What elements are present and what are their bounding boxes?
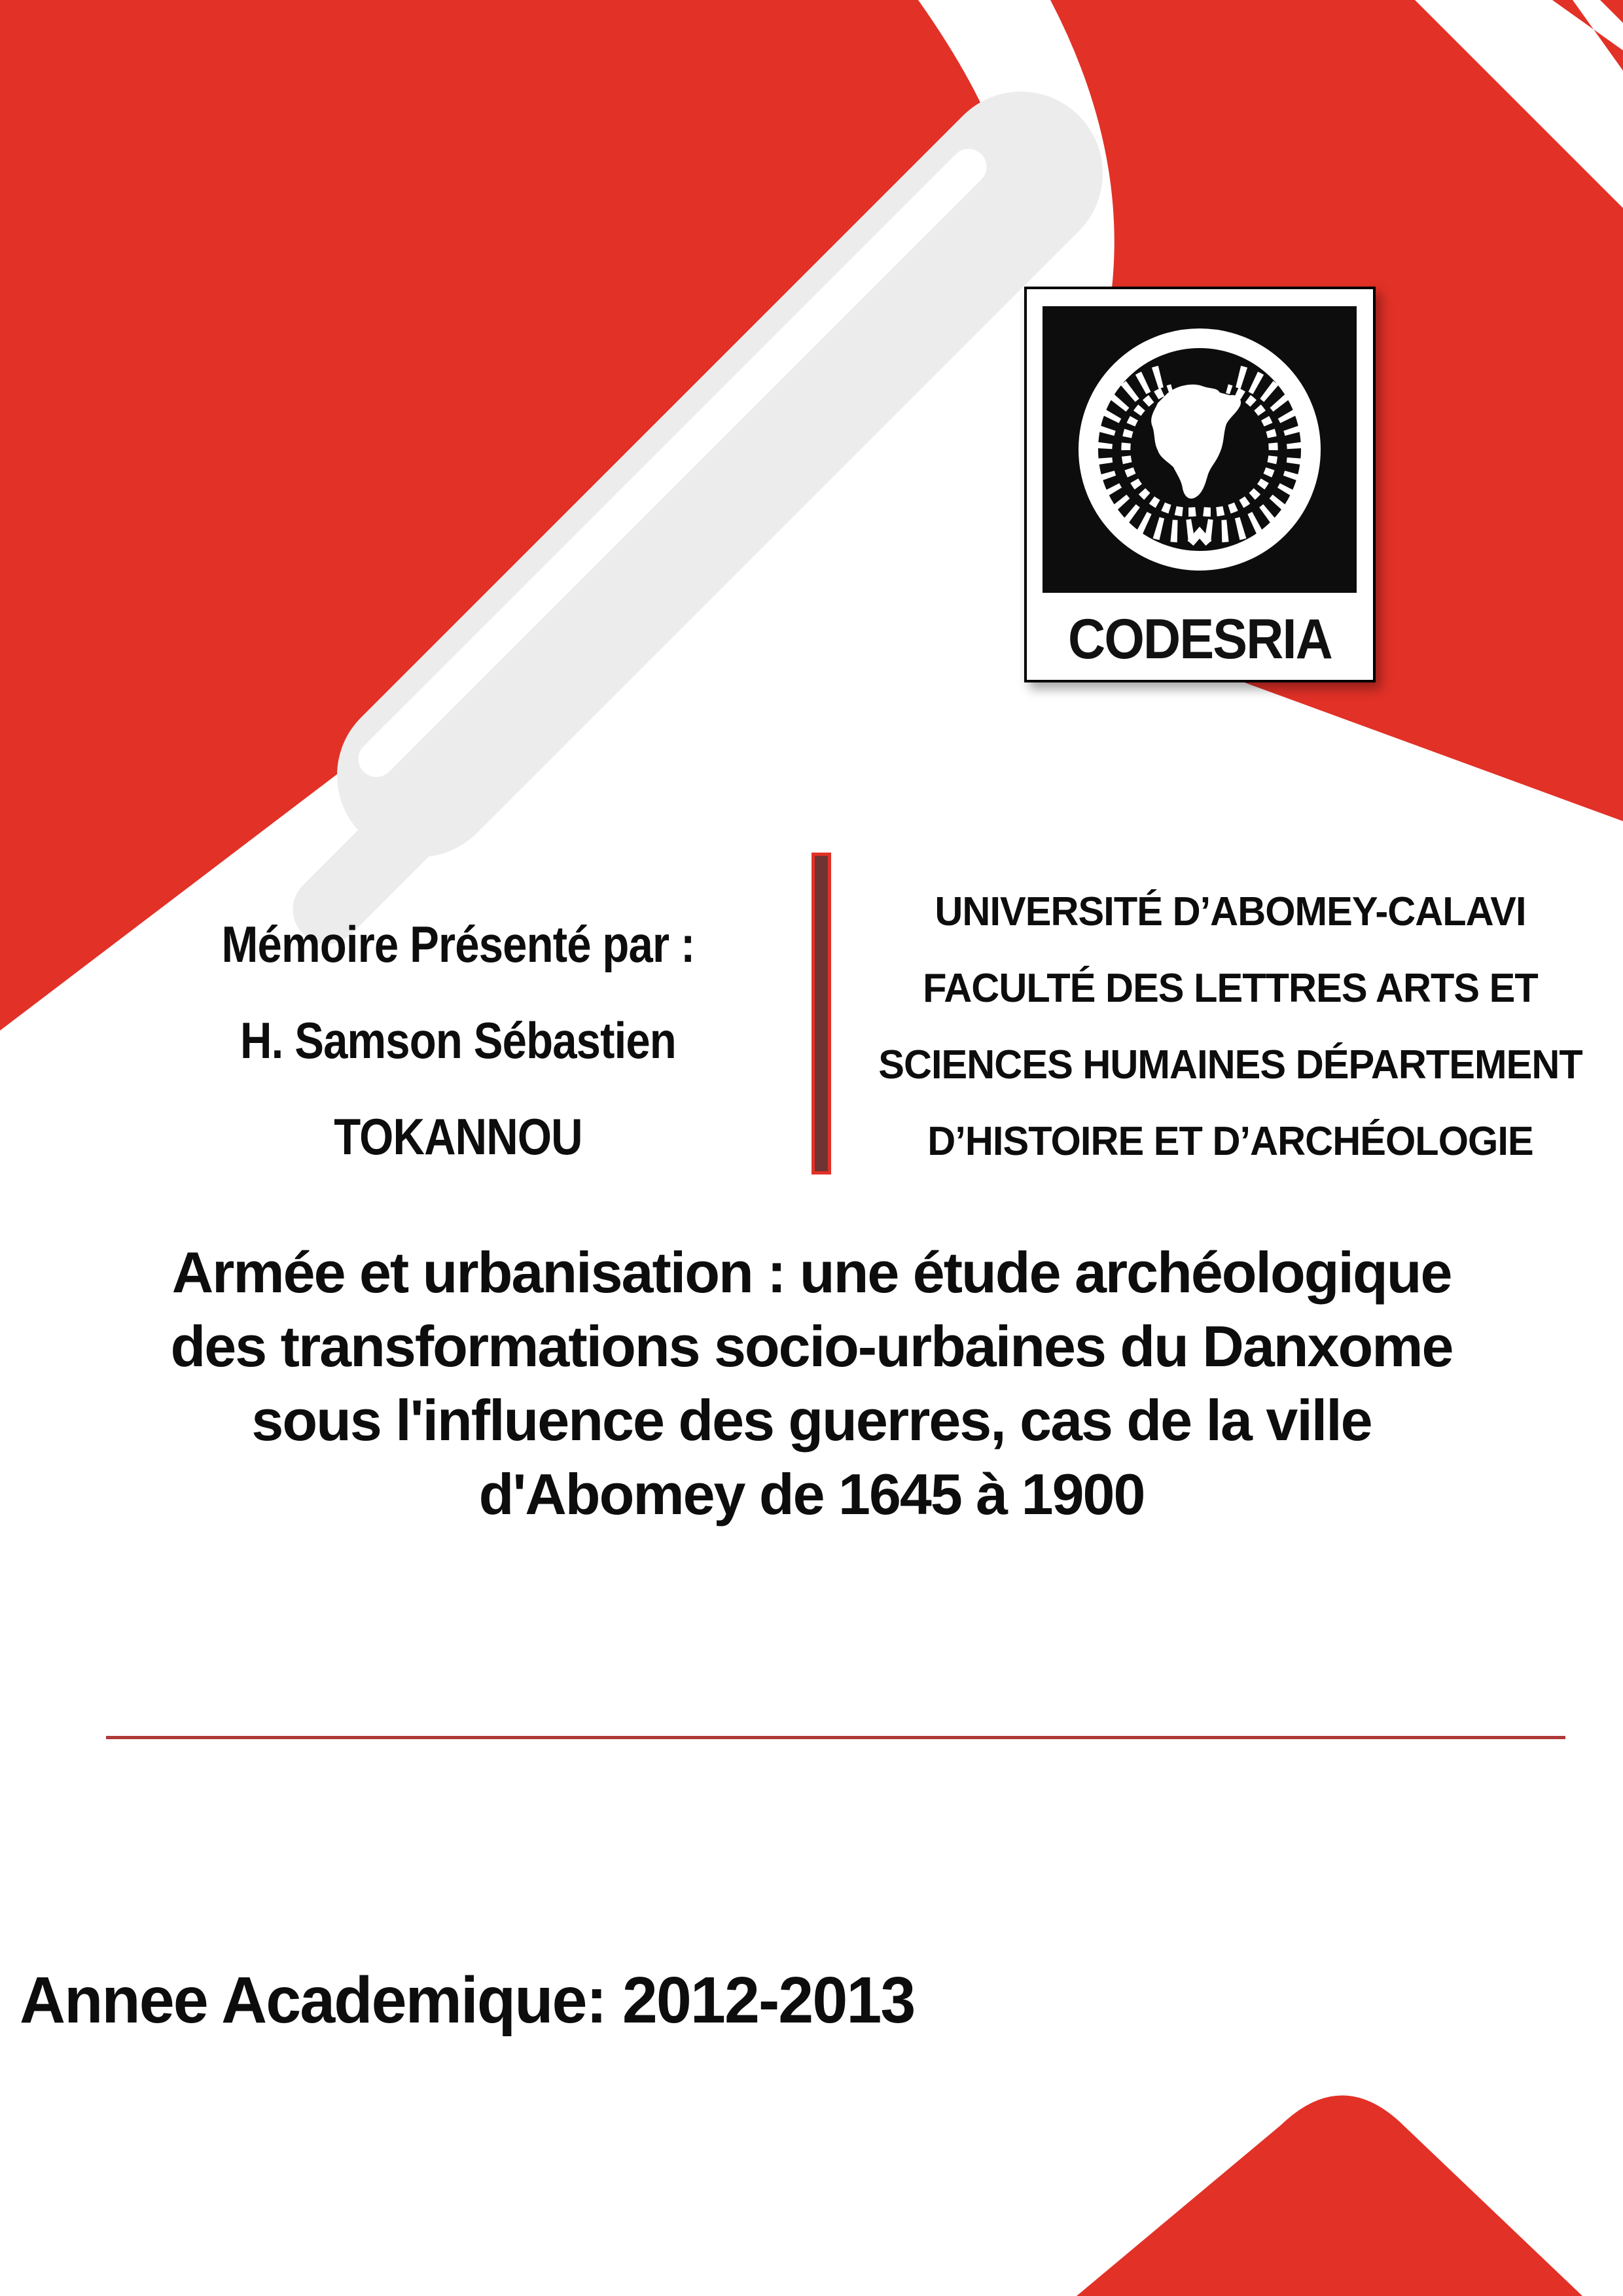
bottom-red-mountain: [1077, 2095, 1582, 2296]
codesria-logo-label: CODESRIA: [1068, 608, 1332, 671]
top-left-red-shape: [0, 0, 1015, 1031]
codesria-logo: [1024, 287, 1376, 682]
top-right-corner-red: [1600, 0, 1623, 23]
institution-line: SCIENCES HUMAINES DÉPARTEMENT: [878, 1042, 1582, 1087]
presenter-caption: Mémoire Présenté par :: [221, 915, 695, 973]
thesis-title-line: d'Abomey de 1645 à 1900: [478, 1462, 1145, 1527]
africa-laurel-wreath-icon: [1027, 289, 1373, 597]
institution-block: [851, 889, 1610, 1195]
vertical-divider: [812, 853, 831, 1174]
institution-line: FACULTÉ DES LETTRES ARTS ET: [923, 966, 1538, 1011]
presenter-block: [111, 915, 805, 1203]
presenter-surname: TOKANNOU: [334, 1108, 582, 1165]
thesis-title-line: sous l'influence des guerres, cas de la ville: [251, 1388, 1372, 1453]
thesis-title-line: des transformations socio-urbaines du Danxome: [170, 1314, 1453, 1379]
institution-line: D’HISTOIRE ET D’ARCHÉOLOGIE: [927, 1119, 1533, 1164]
presenter-name: H. Samson Sébastien: [240, 1012, 676, 1069]
academic-year: Annee Academique: 2012-2013: [20, 1964, 915, 2037]
institution-line: UNIVERSITÉ D’ABOMEY-CALAVI: [935, 889, 1526, 934]
horizontal-rule: [106, 1736, 1565, 1739]
thesis-title-line: Armée et urbanisation : une étude archéologique: [171, 1240, 1452, 1305]
thesis-title: [0, 1235, 1623, 1531]
